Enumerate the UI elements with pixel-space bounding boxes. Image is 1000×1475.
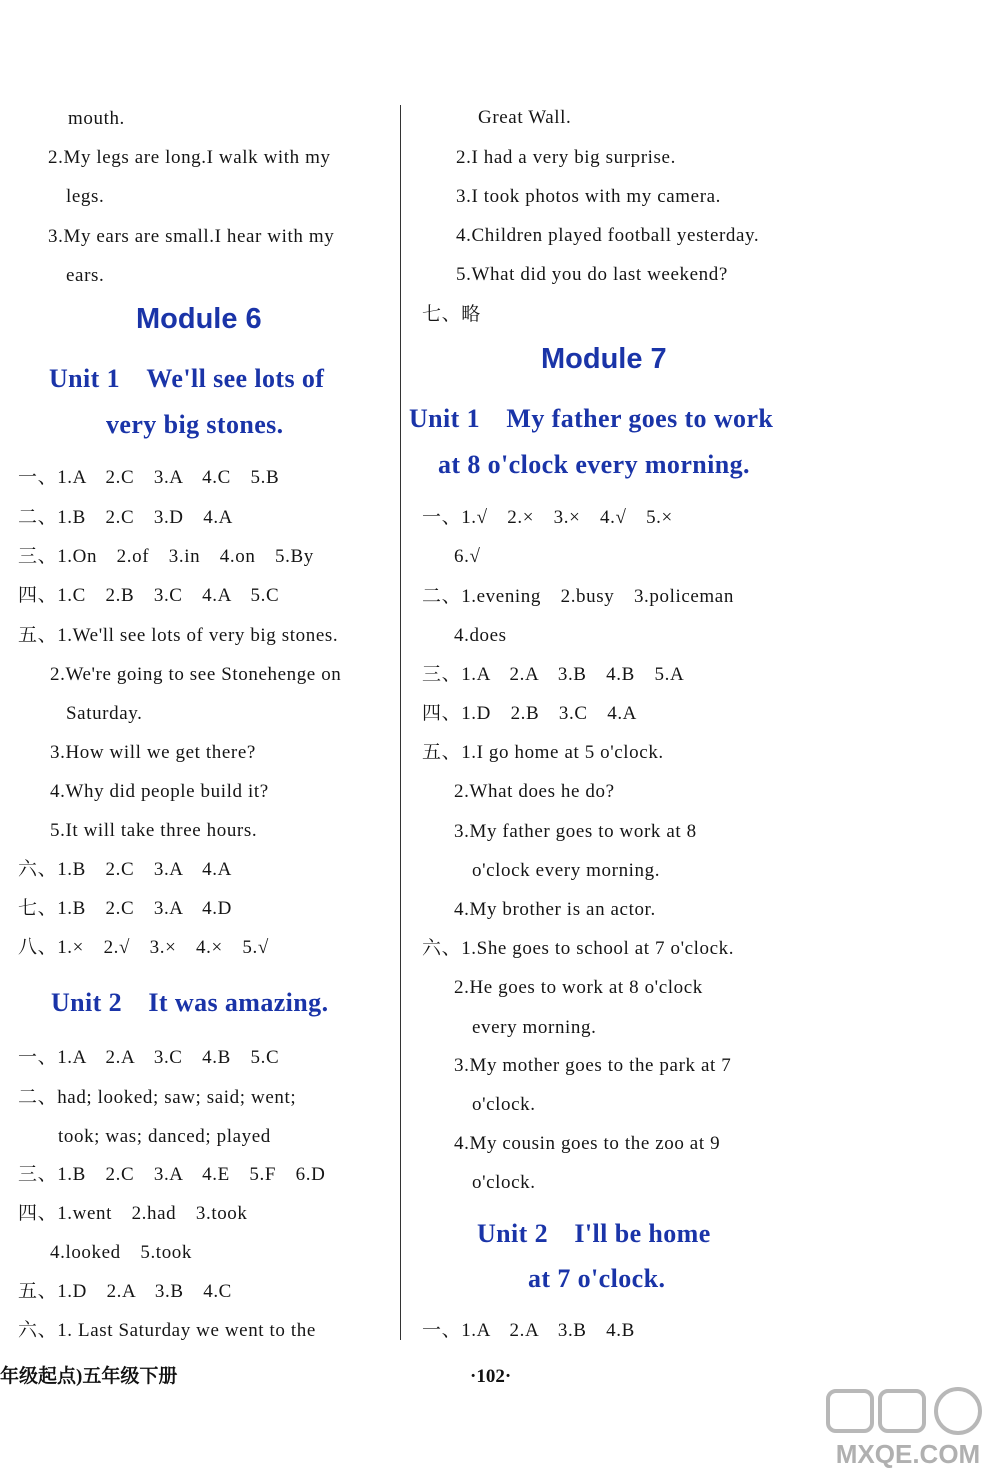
answer-line: 八、1.× 2.√ 3.× 4.× 5.√ [18,937,269,958]
answer-line: 五、1.I go home at 5 o'clock. [422,742,664,763]
answer-line: 六、1.She goes to school at 7 o'clock. [422,938,735,959]
answer-line: 二、had; looked; saw; said; went; [18,1087,297,1108]
answer-line: 4.looked 5.took [50,1242,192,1263]
answer-line: 4.Why did people build it? [50,781,269,802]
page-number: ·102· [470,1366,512,1387]
answer-line: 4.My brother is an actor. [454,899,656,920]
answer-line: 二、1.evening 2.busy 3.policeman [422,586,734,607]
answer-line: 2.He goes to work at 8 o'clock [454,977,703,998]
answer-line: took; was; danced; played [58,1126,271,1147]
column-divider [400,105,401,1340]
answer-line: o'clock. [472,1094,536,1115]
answer-line: 6.√ [454,546,481,567]
answer-line: mouth. [68,108,125,129]
answer-line: Saturday. [66,703,143,724]
answer-line: 2.My legs are long.I walk with my [48,147,331,168]
answer-line: 七、略 [422,304,481,325]
answer-line: 五、1.We'll see lots of very big stones. [18,625,339,646]
answer-line: 七、1.B 2.C 3.A 4.D [18,898,232,919]
answer-line: 3.I took photos with my camera. [456,186,722,207]
answer-line: 一、1.A 2.A 3.C 4.B 5.C [18,1047,280,1068]
answer-line: o'clock. [472,1172,536,1193]
answer-line: 六、1.B 2.C 3.A 4.A [18,859,232,880]
answer-line: 3.My mother goes to the park at 7 [454,1055,732,1076]
answer-line: Great Wall. [478,107,572,128]
answer-line: 3.How will we get there? [50,742,256,763]
book-label: 年级起点)五年级下册 [0,1366,178,1387]
answer-line: 三、1.A 2.A 3.B 4.B 5.A [422,664,685,685]
unit-2-heading-line2: at 7 o'clock. [528,1264,666,1293]
answer-line: 一、1.√ 2.× 3.× 4.√ 5.× [422,507,673,528]
answer-line: ears. [66,265,105,286]
answer-line: 三、1.B 2.C 3.A 4.E 5.F 6.D [18,1164,326,1185]
unit-1-heading-line1: Unit 1 We'll see lots of [49,364,325,393]
answer-line: 4.does [454,625,507,646]
unit-1-heading-line2: at 8 o'clock every morning. [438,450,750,479]
unit-1-heading-line2: very big stones. [106,410,284,439]
answer-line: 2.What does he do? [454,781,615,802]
module-7-heading: Module 7 [541,343,667,375]
answer-line: 二、1.B 2.C 3.D 4.A [18,507,233,528]
answer-line: 3.My father goes to work at 8 [454,821,697,842]
unit-1-heading-line1: Unit 1 My father goes to work [409,404,774,433]
answer-line: 一、1.A 2.C 3.A 4.C 5.B [18,467,280,488]
answer-line: 4.My cousin goes to the zoo at 9 [454,1133,721,1154]
answer-line: 五、1.D 2.A 3.B 4.C [18,1281,232,1302]
unit-2-heading: Unit 2 It was amazing. [51,988,329,1017]
answer-line: 四、1.went 2.had 3.took [18,1203,248,1224]
unit-2-heading-line1: Unit 2 I'll be home [477,1219,711,1248]
answer-line: legs. [66,186,105,207]
answer-line: 三、1.On 2.of 3.in 4.on 5.By [18,546,314,567]
answer-line: 5.It will take three hours. [50,820,258,841]
watermark-text: MXQE.COM [835,1439,981,1469]
answer-line: 四、1.C 2.B 3.C 4.A 5.C [18,585,280,606]
answer-line: 四、1.D 2.B 3.C 4.A [422,703,637,724]
answer-line: 六、1. Last Saturday we went to the [18,1320,316,1341]
answer-line: 2.I had a very big surprise. [456,147,676,168]
answer-line: 一、1.A 2.A 3.B 4.B [422,1320,635,1341]
answer-line: 4.Children played football yesterday. [456,225,760,246]
answer-line: 2.We're going to see Stonehenge on [50,664,342,685]
answer-line: every morning. [472,1017,597,1038]
watermark-logo [822,1385,994,1471]
module-6-heading: Module 6 [136,303,262,335]
answer-line: 3.My ears are small.I hear with my [48,226,335,247]
answer-line: 5.What did you do last weekend? [456,264,728,285]
answer-line: o'clock every morning. [472,860,661,881]
